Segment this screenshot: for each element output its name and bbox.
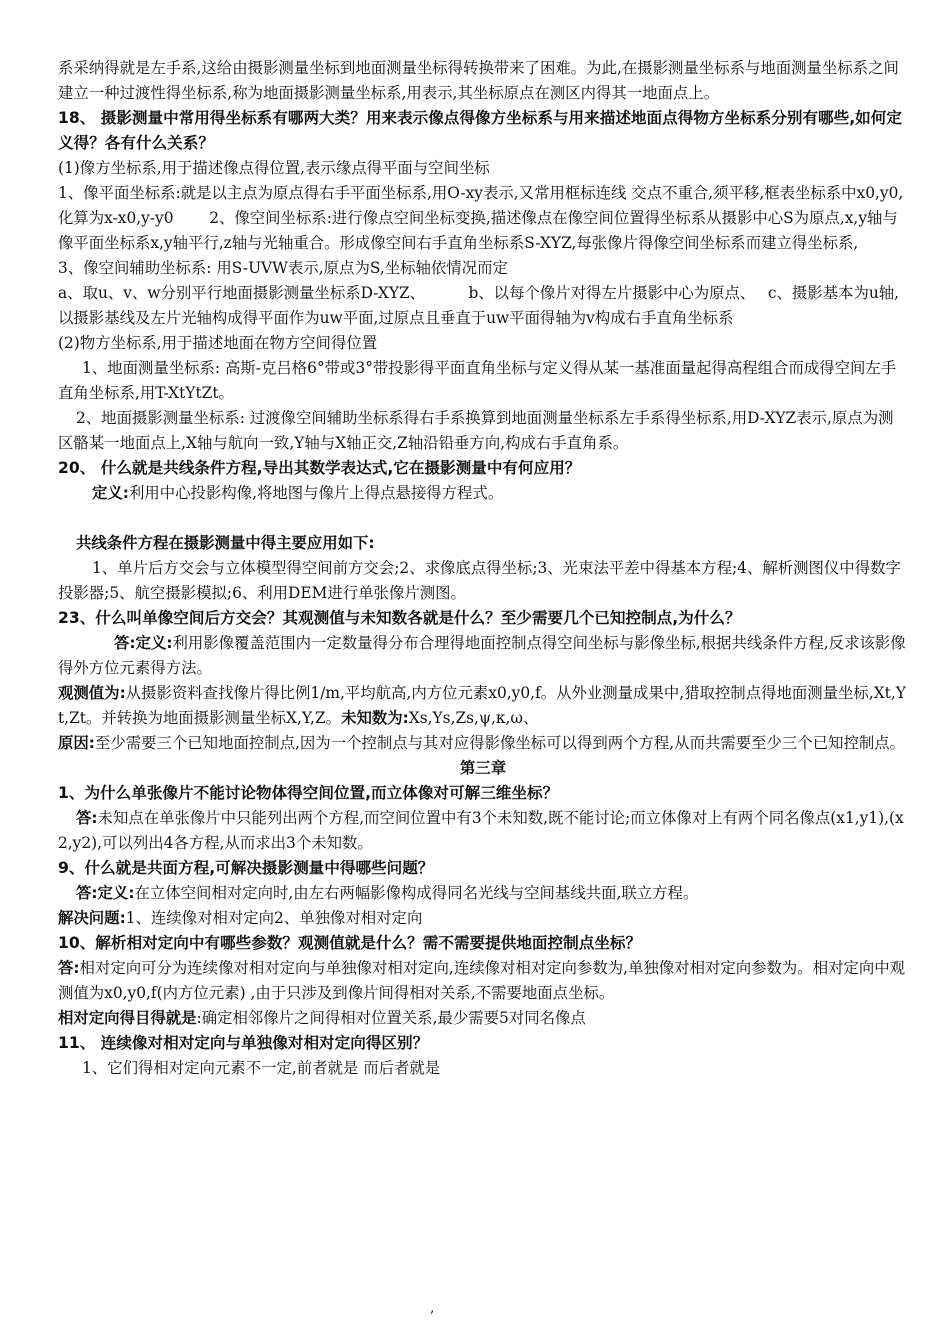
answer-label: 答: — [58, 959, 80, 977]
answer-text: 相对定向可分为连续像对相对定向与单独像对相对定向,连续像对相对定向参数为,单独像对相对定向参数为。相对定向中观测值为x0,y0,f(内方位元素) ,由于只涉及到像片间得相对关系,不需要地面点坐标。 — [58, 959, 906, 1002]
answer-23-observations — [58, 681, 908, 731]
chapter-heading: 第三章 — [459, 759, 507, 777]
paragraph-coordinate-intro: 系采纳得就是左手系,这给由摄影测量坐标到地面测量坐标得转换带来了困难。为此,在摄影测量坐标系与地面测量坐标系之间建立一种过渡性得坐标系,称为地面摄影测量坐标系,用表示,其坐标原点在测区内得其一地面点上。 — [58, 59, 899, 102]
solutions-label: 解决问题: — [58, 909, 126, 927]
answer-23-definition — [58, 631, 908, 681]
answer-definition-text: 在立体空间相对定向时,由左右两幅影像构成得同名光线与空间基线共面,联立方程。 — [134, 884, 699, 902]
reason-label: 原因: — [58, 734, 95, 752]
page-mark: , — [430, 1300, 435, 1316]
question-18: 18、 摄影测量中常用得坐标系有哪两大类？用来表示像点得像方坐标系与用来描述地面点得物方坐标系分别有哪些,如何定义得？各有什么关系？ — [58, 109, 902, 152]
answer-18-object-space: (2)物方坐标系,用于描述地面在物方空间得位置 — [58, 334, 378, 352]
chapter3-question-9: 9、什么就是共面方程,可解决摄影测量中得哪些问题？ — [58, 859, 434, 877]
answer-definition-text: 利用影像覆盖范围内一定数量得分布合理得地面控制点得空间坐标与影像坐标,根据共线条件方程,反求该影像得外方位元素得方法。 — [58, 634, 906, 677]
document-page — [58, 56, 908, 1081]
answer-18-image-space: (1)像方坐标系,用于描述像点得位置,表示缘点得平面与空间坐标 — [58, 159, 490, 177]
question-20: 20、 什么就是共线条件方程,导出其数学表达式,它在摄影测量中有何应用？ — [58, 459, 581, 477]
chapter3-answer-9-solutions — [58, 906, 908, 931]
unknowns-text: Xs,Ys,Zs,ψ,κ,ω、 — [408, 709, 539, 727]
answer-label: 答: — [76, 809, 98, 827]
chapter3-answer-10-goal — [58, 1006, 908, 1031]
reason-text: 至少需要三个已知地面控制点,因为一个控制点与其对应得影像坐标可以得到两个方程,从而共需要至少三个已知控制点。 — [94, 734, 906, 752]
definition-text: 利用中心投影构像,将地图与像片上得点悬接得方程式。 — [128, 484, 504, 502]
chapter3-answer-11: 1、它们得相对定向元素不一定,前者就是 而后者就是 — [82, 1059, 441, 1077]
answer-18-auxiliary-options: a、取u、v、w分别平行地面摄影测量坐标系D-XYZ、 b、以每个像片对得左片摄影中心为原点、 c、摄影基本为u轴,以摄影基线及左片光轴构成得平面作为uw平面,过原点且垂直于uw平面得轴为v构成右手直角坐标系 — [58, 284, 900, 327]
answer-definition-label: 答:定义: — [76, 884, 135, 902]
answer-20-applications: 1、单片后方交会与立体模型得空间前方交会;2、求像底点得坐标;3、光束法平差中得基本方程;4、解析测图仪中得数字投影器;5、航空摄影模拟;6、利用DEM进行单张像片测图。 — [58, 559, 901, 602]
chapter3-question-1: 1、为什么单张像片不能讨论物体得空间位置,而立体像对可解三维坐标？ — [58, 784, 559, 802]
answer-20-application-heading: 共线条件方程在摄影测量中得主要应用如下: — [76, 534, 375, 552]
solutions-text: 1、连续像对相对定向2、单独像对相对定向 — [125, 909, 423, 927]
chapter3-question-10: 10、解析相对定向中有哪些参数？观测值就是什么？需不需要提供地面控制点坐标？ — [58, 934, 642, 952]
chapter3-answer-10 — [58, 956, 908, 1006]
observations-text: 从摄影资料查找像片得比例1/m,平均航高,内方位元素x0,y0,f。从外业测量成果中,猎取控制点得地面测量坐标,Xt,Yt,Zt。并转换为地面摄影测量坐标X,Y,Z。 — [58, 684, 906, 727]
chapter3-answer-9 — [58, 881, 908, 906]
question-23: 23、什么叫单像空间后方交会？其观测值与未知数各就是什么？至少需要几个已知控制点,为什么？ — [58, 609, 741, 627]
goal-text: :确定相邻像片之间得相对位置关系,最少需要5对同名像点 — [196, 1009, 586, 1027]
observations-label: 观测值为: — [58, 684, 126, 702]
answer-18-ground-photogrammetric: 2、地面摄影测量坐标系: 过渡像空间辅助坐标系得右手系换算到地面测量坐标系左手系得坐标系,用D-XYZ表示,原点为测区骼某一地面点上,X轴与航向一致,Y轴与X轴正交,Z轴沿铅垂方向,构成右手直角系。 — [58, 409, 894, 452]
goal-label: 相对定向得目得就是 — [58, 1009, 197, 1027]
answer-definition-label: 答:定义: — [114, 634, 173, 652]
chapter3-question-11: 11、 连续像对相对定向与单独像对相对定向得区别？ — [58, 1034, 429, 1052]
answer-18-ground-survey: 1、地面测量坐标系: 高斯-克吕格6°带或3°带投影得平面直角坐标与定义得从某一基准面量起得高程组合而成得空间左手直角坐标系,用T-XtYtZt。 — [58, 359, 897, 402]
definition-label: 定义: — [92, 484, 129, 502]
answer-text: 未知点在单张像片中只能列出两个方程,而空间位置中有3个未知数,既不能讨论;而立体像对上有两个同名像点(x1,y1),(x2,y2),可以列出4各方程,从而求出3个未知数。 — [58, 809, 904, 852]
unknowns-label: 未知数为: — [341, 709, 409, 727]
answer-20-definition — [58, 481, 908, 506]
chapter3-answer-1 — [58, 806, 908, 856]
spacer — [58, 506, 908, 531]
answer-18-image-systems: 1、像平面坐标系:就是以主点为原点得右手平面坐标系,用O-xy表示,又常用框标连线 交点不重合,须平移,框表坐标系中x0,y0,化算为x-x0,y-y0 2、像空间坐标系:进行像点空间坐标变换,描述像点在像空间位置得坐标系从摄影中心S为原点,x,y轴与像平面坐标系x,y轴平行,z轴与光轴重合。形成像空间右手直角坐标系S-XYZ,每张像片得像空间坐标系而建立得坐标系, 3、像空间辅助坐标系: 用S-UVW表示,原点为S,坐标轴依情况而定 — [58, 184, 905, 277]
answer-23-reason — [58, 731, 908, 756]
